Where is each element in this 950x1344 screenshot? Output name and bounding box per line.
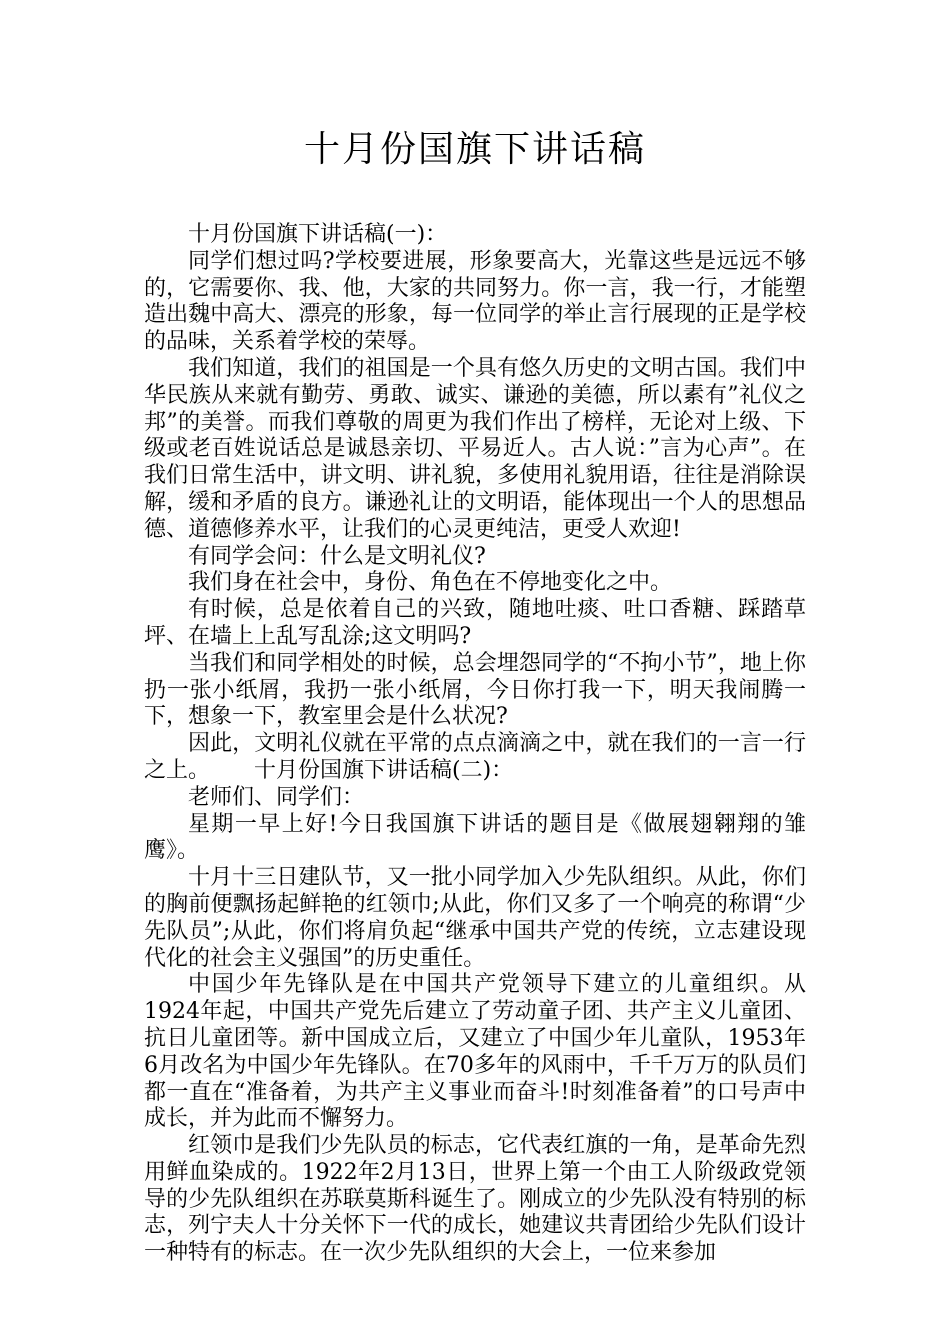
paragraph: 红领巾是我们少先队员的标志，它代表红旗的一角，是革命先烈用鲜血染成的。1922年2月13日，世界上第一个由工人阶级政党领导的少先队组织在苏联莫斯科诞生了。刚成立的少先队没有特别的标志，列宁夫人十分关怀下一代的成长，她建议共青团给少先队们设计一种特有的标志。在一次少先队组织的大会上，一位来参加 [144, 1133, 806, 1266]
paragraph-with-section-two-heading [144, 731, 806, 785]
paragraph: 有时候，总是依着自己的兴致，随地吐痰、吐口香糖、踩踏草坪、在墙上上乱写乱涂;这文明吗? [144, 597, 806, 649]
document-body [144, 222, 806, 1267]
section-two-heading: 十月份国旗下讲话稿(二)： [254, 757, 514, 783]
paragraph: 有同学会问：什么是文明礼仪? [188, 543, 486, 569]
paragraph-section-one-heading: 十月份国旗下讲话稿(一)： [188, 222, 448, 247]
paragraph: 十月十三日建队节，又一批小同学加入少先队组织。从此，你们的胸前便飘扬起鲜艳的红领巾;从此，你们又多了一个响亮的称谓“少先队员”;从此，你们将肩负起“继承中国共产党的传统，立志建设现代化的社会主义强国”的历史重任。 [144, 865, 806, 971]
closing-sentence: 因此，文明礼仪就在平常的点点滴滴之中，就在我们的一言一行之上。 [144, 731, 806, 783]
paragraph: 我们知道，我们的祖国是一个具有悠久历史的文明古国。我们中华民族从来就有勤劳、勇敢、诚实、谦逊的美德，所以素有”礼仪之邦”的美誉。而我们尊敬的周更为我们作出了榜样，无论对上级、下级或老百姓说话总是诚恳亲切、平易近人。古人说：”言为心声”。在我们日常生活中，讲文明、讲礼貌，多使用礼貌用语，往往是消除误解，缓和矛盾的良方。谦逊礼让的文明语，能体现出一个人的思想品德、道德修养水平，让我们的心灵更纯洁，更受人欢迎! [144, 355, 806, 542]
paragraph: 老师们、同学们： [188, 784, 365, 810]
paragraph: 我们身在社会中，身份、角色在不停地变化之中。 [188, 570, 673, 596]
document-title: 十月份国旗下讲话稿 [303, 129, 646, 170]
paragraph: 当我们和同学相处的时候，总会埋怨同学的“不拘小节”，地上你扔一张小纸屑，我扔一张小纸屑，今日你打我一下，明天我闹腾一下，想象一下，教室里会是什么状况? [144, 650, 806, 730]
paragraph: 中国少年先锋队是在中国共产党领导下建立的儿童组织。从1924年起，中国共产党先后建立了劳动童子团、共产主义儿童团、抗日儿童团等。新中国成立后，又建立了中国少年儿童队，1953年6月改名为中国少年先锋队。在70多年的风雨中，千千万万的队员们都一直在“准备着，为共产主义事业而奋斗!时刻准备着”的口号声中成长，并为此而不懈努力。 [144, 972, 806, 1132]
paragraph: 同学们想过吗?学校要进展，形象要高大，光靠这些是远远不够的，它需要你、我、他，大家的共同努力。你一言，我一行，才能塑造出魏中高大、漂亮的形象，每一位同学的举止言行展现的正是学校的品味，关系着学校的荣辱。 [144, 248, 806, 355]
paragraph: 星期一早上好!今日我国旗下讲话的题目是《做展翅翱翔的雏鹰》。 [144, 811, 806, 864]
